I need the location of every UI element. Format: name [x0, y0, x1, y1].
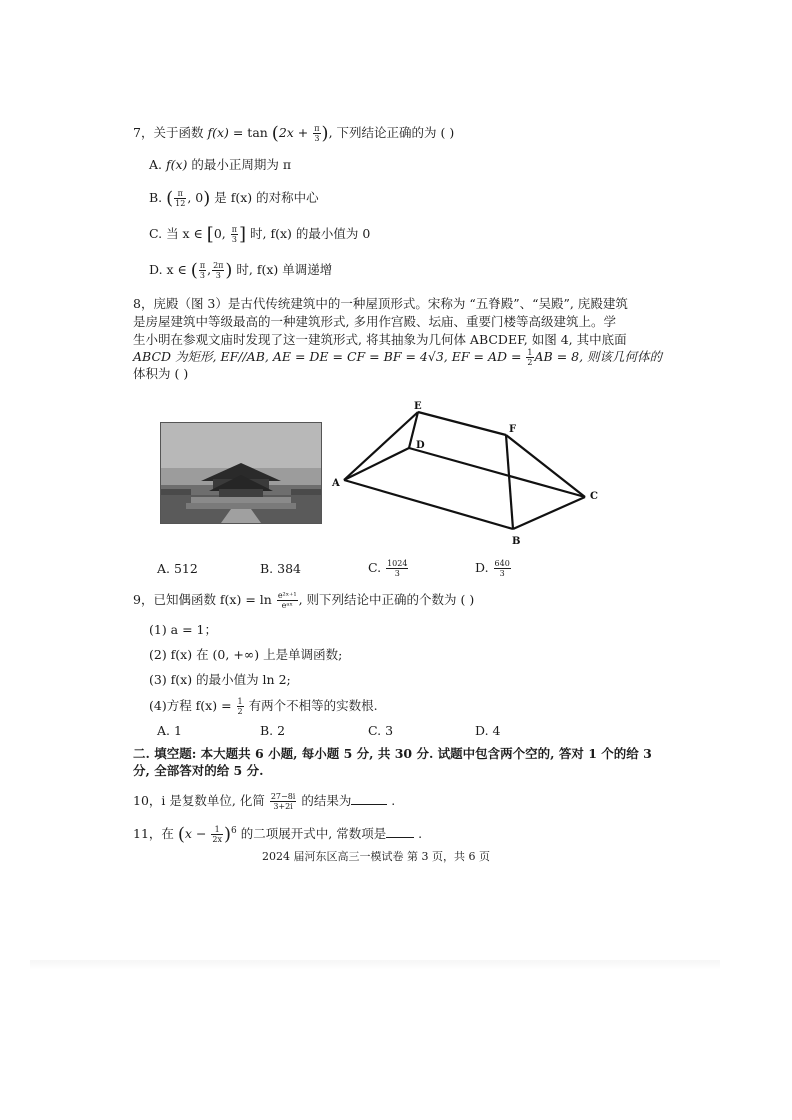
q7-opt-c-frac: $\frac{\pi}{3}$	[231, 225, 237, 244]
q7-option-a	[149, 157, 291, 173]
q9-item-4-prefix: (4)方程 f(x) =	[149, 698, 236, 713]
q9-item-3: (3) f(x) 的最小值为 ln 2;	[149, 672, 291, 687]
q11-suffix: 的二项展开式中, 常数项是	[236, 826, 387, 842]
q8-opt-c-frac: $\frac{1024}{3}$	[387, 559, 408, 578]
q9-ln-frac: $\frac{\text{e²ˣ⁺¹}}{\text{eᵃˣ}}$	[277, 591, 297, 610]
q7-inner: 2x +	[278, 125, 313, 140]
q9-option-a: A. 1	[157, 723, 182, 738]
label-d: D	[416, 440, 425, 451]
q8-opt-d-prefix: D.	[475, 560, 493, 575]
q10-suffix: 的结果为	[297, 793, 352, 808]
q10-stem	[133, 792, 395, 811]
q11-stem: 11，在 (x − $\frac{1}{2x}$ )$^6$ 的二项展开式中, 常数项是 .	[133, 824, 423, 846]
label-e: E	[414, 401, 422, 412]
q9-item-1: (1) a = 1；	[149, 622, 218, 637]
q8-option-b: B. 384	[260, 561, 301, 576]
q9-option-c: C. 3	[368, 723, 394, 738]
q10-frac: $\frac{27-8i}{3+2i}$	[270, 792, 296, 811]
q7-opt-c-text: 时, f(x) 的最小值为 0	[246, 226, 371, 241]
q9-item-4	[149, 697, 378, 716]
q11-prefix: 11，在	[133, 826, 178, 842]
q7-opt-b-prefix: B.	[149, 190, 167, 205]
q7-option-c: C. 当 x ∈ [0, $\frac{\pi}{3}$ ] 时, f(x) 的最小值为 0	[149, 224, 371, 245]
q7-option-b: B. ( $\frac{\pi}{12}$ , 0) 是 f(x) 的对称中心	[149, 188, 319, 209]
label-a: A	[332, 478, 340, 489]
q7-pi-over-3: $\frac{\pi}{3}$	[314, 124, 320, 143]
q11-answer-blank[interactable]	[386, 827, 414, 838]
palace-photo	[160, 422, 322, 524]
q7-stem-prefix: 7，关于函数	[133, 125, 208, 140]
q8-line-1: 8，庑殿（图 3）是古代传统建筑中的一种屋顶形式。宋称为 “五脊殿”、“吴殿”, 庑殿建筑	[133, 296, 628, 311]
q7-opt-c-range: 0,	[213, 226, 230, 241]
q7-opt-b-text: 是 f(x) 的对称中心	[210, 190, 319, 205]
q9-option-b: B. 2	[260, 723, 286, 738]
q9-item-2: (2) f(x) 在 (0, +∞) 上是单调函数;	[149, 647, 343, 662]
label-f: F	[509, 424, 517, 435]
q7-opt-d-text: 时, f(x) 单调递增	[232, 262, 333, 277]
q9-item-4-frac: $\frac{1}{2}$	[237, 697, 243, 716]
q7-option-d: D. x ∈ ( $\frac{\pi}{3}$ , $\frac{2\pi}{3}$ ) 时, f(x) 单调递增	[149, 260, 333, 281]
q9-option-d: D. 4	[475, 723, 501, 738]
section-2-line-1: 二. 填空题: 本大题共 6 小题, 每小题 5 分, 共 30 分. 试题中包含两个空的, 答对 1 个的给 3	[133, 746, 652, 761]
q8-line-3: 生小明在参观文庙时发现了这一建筑形式, 将其抽象为几何体 ABCDEF, 如图 4, 其中底面	[133, 332, 627, 347]
q11-exp: 6	[231, 826, 237, 836]
q11-end: .	[414, 826, 423, 842]
geometry-figure	[330, 398, 610, 552]
q8-line-2: 是房屋建筑中等级最高的一种建筑形式, 多用作宫殿、坛庙、重要门楼等高级建筑上。学	[133, 314, 616, 329]
q7-eq: = tan	[228, 125, 272, 140]
q10-prefix: 10，i 是复数单位, 化简	[133, 793, 269, 808]
q8-half: $\frac{1}{2}$	[527, 348, 533, 367]
q7-opt-a-prefix: A.	[149, 157, 166, 172]
q7-opt-a-fx: f(x)	[165, 157, 188, 172]
q7-opt-d-prefix: D. x ∈	[149, 262, 191, 277]
q9-stem	[133, 591, 474, 610]
q9-stem-suffix: , 则下列结论中正确的个数为 ( )	[298, 592, 475, 607]
q8-line-4	[133, 348, 662, 367]
q8-option-c	[368, 559, 409, 578]
q8-line-4b: AB = 8, 则该几何体的	[534, 349, 663, 364]
page-footer: 2024 届河东区高三一模试卷 第 3 页，共 6 页	[262, 850, 490, 863]
q7-stem-suffix: , 下列结论正确的为 ( )	[328, 125, 455, 140]
q7-opt-b-zero: , 0	[187, 190, 204, 205]
q11-frac: $\frac{1}{2x}$	[212, 825, 223, 845]
label-c: C	[590, 491, 598, 502]
q7-fx: f(x)	[207, 125, 229, 140]
q10-end: .	[387, 793, 396, 808]
q11-x: x −	[184, 826, 211, 842]
q8-opt-d-frac: $\frac{640}{3}$	[494, 559, 510, 578]
q9-item-4-suffix: 有两个不相等的实数根.	[244, 698, 378, 713]
q7-opt-d-frac2: $\frac{2\pi}{3}$	[213, 261, 224, 280]
paper-edge	[30, 960, 720, 970]
q8-opt-c-prefix: C.	[368, 560, 386, 575]
q7-pi-over-12: $\frac{\pi}{12}$	[175, 189, 186, 208]
q10-answer-blank[interactable]	[351, 794, 387, 805]
q8-line-4a: ABCD 为矩形, EF//AB, AE = DE = CF = BF = 4√3, EF = AD =	[133, 349, 526, 364]
q7-opt-c-prefix: C. 当 x ∈	[149, 226, 207, 241]
label-b: B	[512, 536, 521, 547]
q8-option-d	[475, 559, 512, 578]
q8-line-5: 体积为 ( )	[133, 366, 189, 381]
q7-opt-d-frac1: $\frac{\pi}{3}$	[199, 261, 206, 280]
q7-stem: 7，关于函数 f(x) = tan (2x + $\frac{\pi}{3}$ ), 下列结论正确的为 ( )	[133, 123, 455, 144]
q8-option-a: A. 512	[157, 561, 198, 576]
section-2-line-2: 分, 全部答对的给 5 分.	[133, 763, 264, 778]
q9-stem-prefix: 9，已知偶函数 f(x) = ln	[133, 592, 276, 607]
q7-opt-a-text: 的最小正周期为 π	[187, 157, 292, 172]
